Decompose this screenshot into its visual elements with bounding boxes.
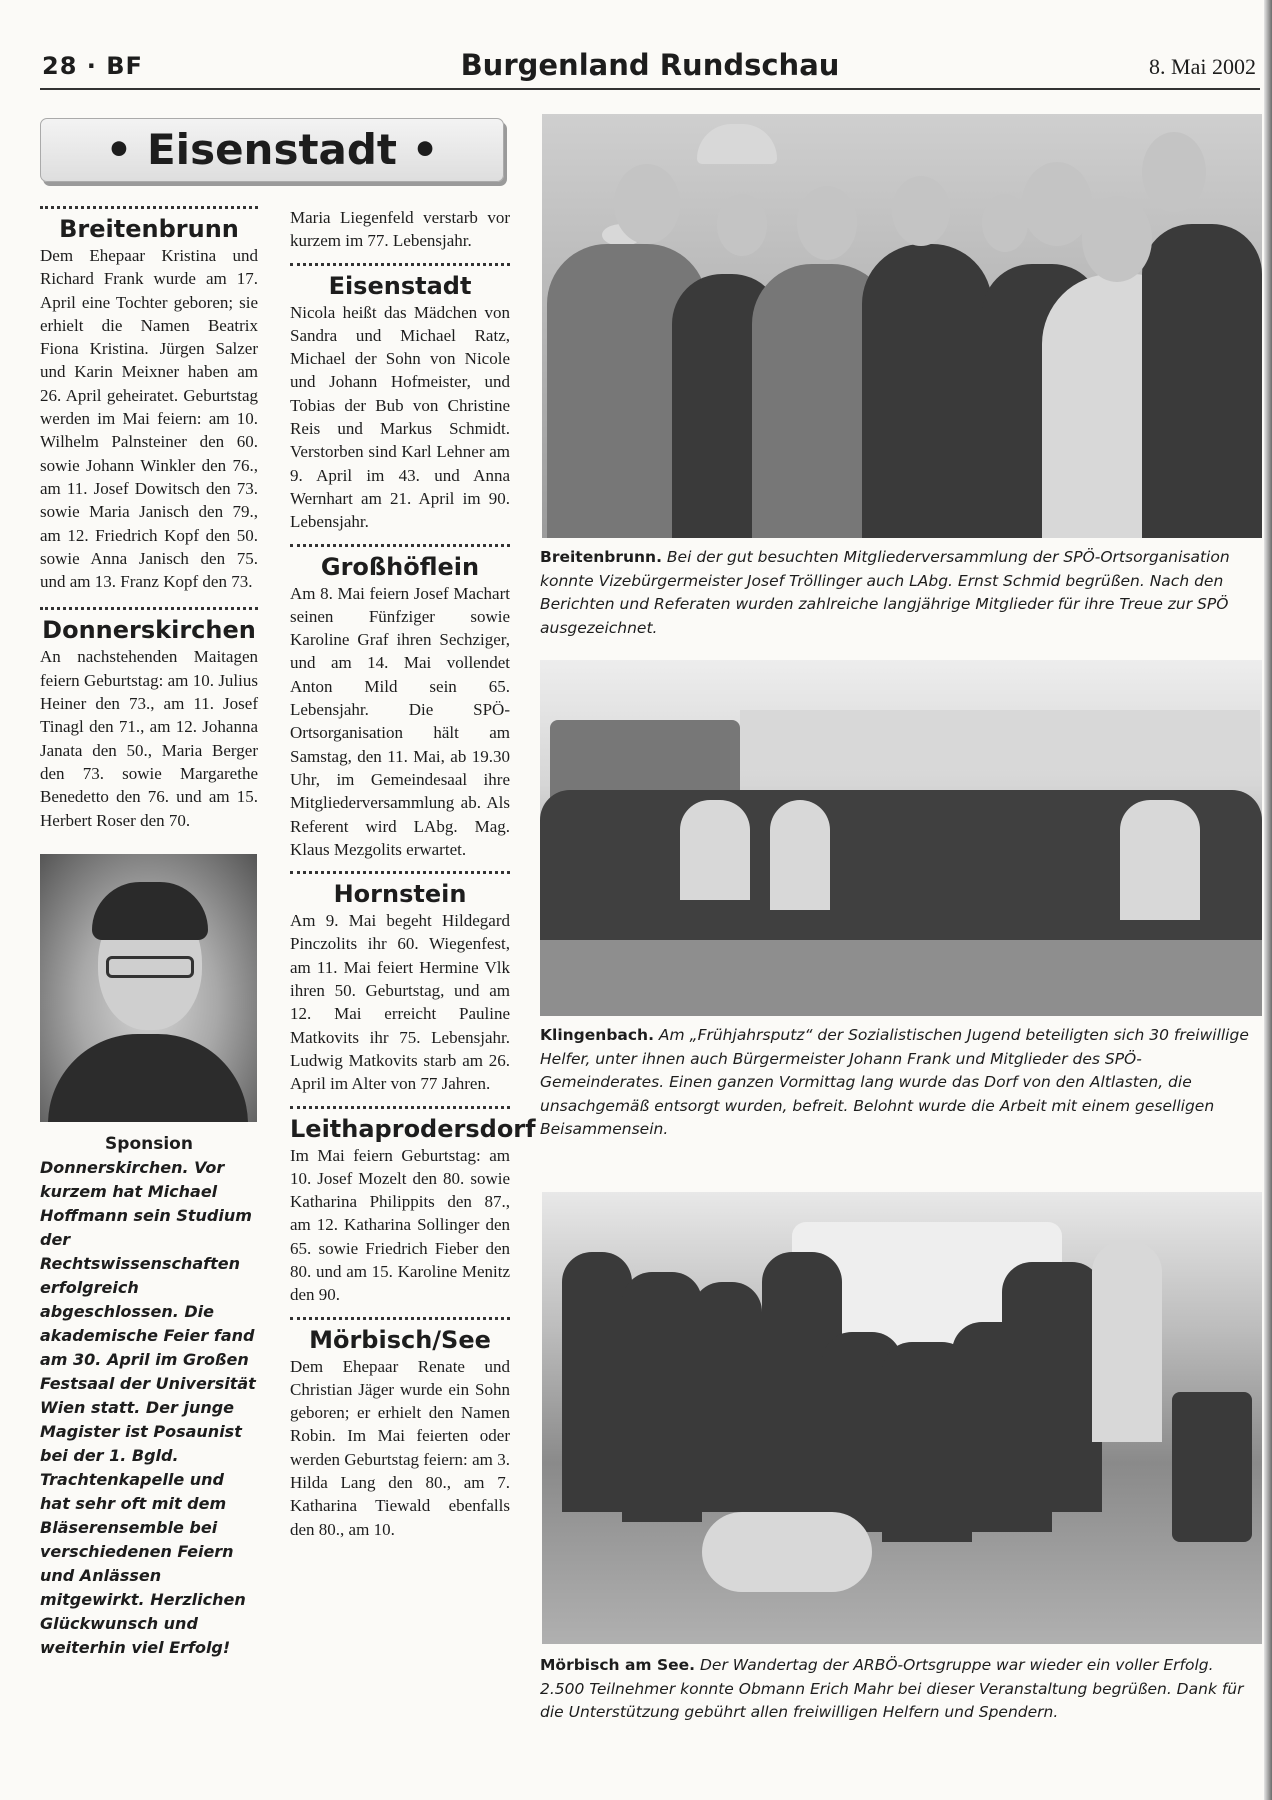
person xyxy=(680,800,750,900)
portrait-glasses xyxy=(106,956,194,978)
caption-klingenbach xyxy=(540,1024,1262,1142)
person xyxy=(1120,800,1200,920)
caption-place: Breitenbrunn. xyxy=(540,548,662,566)
person-head xyxy=(797,186,857,260)
column-lead-text: Maria Liegenfeld verstarb vor kurzem im 77. Lebensjahr. xyxy=(290,208,510,251)
sponsion-heading: Sponsion xyxy=(105,1133,193,1154)
article-body: Im Mai feiern Geburtstag: am 10. Josef Mozelt den 80. sowie Katharina Philippits den 87., am 12. Katharina Sollinger den 65. sowie Friedrich Fieber den 80. und am 15. Karoline Menitz den 90. xyxy=(290,1145,510,1305)
sponsion-body: Donnerskirchen. Vor kurzem hat Michael Hoffmann sein Studium der Rechtswissenschaften erfolgreich abgeschlossen. Die akademische Feier fand am 30. April im Großen Festsaal der Universität Wien statt. Der junge Magister ist Posaunist bei der 1. Bgld. Trachtenkapelle und hat sehr oft mit dem Bläserensemble bei verschiedenen Feiern und Anlässen mitgewirkt. Herzlichen Glückwunsch und weiterhin viel Erfolg! xyxy=(40,1157,256,1657)
building xyxy=(740,710,1260,770)
person-head xyxy=(1082,196,1152,282)
ground xyxy=(540,940,1262,1016)
photo-breitenbrunn xyxy=(542,114,1262,538)
article-heading: Leithaprodersdorf xyxy=(290,1106,510,1144)
person xyxy=(1002,1262,1102,1512)
photo-klingenbach xyxy=(540,660,1262,1016)
newspaper-title: Burgenland Rundschau xyxy=(460,48,840,82)
column-2 xyxy=(290,206,536,1545)
column-1 xyxy=(40,206,258,1660)
article-heading: Donnerskirchen xyxy=(40,607,258,645)
caption-moerbisch xyxy=(540,1654,1262,1725)
article-body: Dem Ehepaar Kristina und Richard Frank wurde am 17. April eine Tochter geboren; sie erhielt die Namen Beatrix Fiona Kristina. Jürgen Salzer und Karin Meixner haben am 26. April geheiratet. Geburtstag werden im Mai feiern: am 10. Wilhelm Palnsteiner den 60. sowie Johann Winkler den 76., am 11. Josef Dowitsch den 73. sowie Maria Janisch den 79., am 12. Friedrich Kopf den 50. sowie Anna Janisch den 75. und am 13. Franz Kopf den 73. xyxy=(40,246,258,592)
article-body: An nachstehenden Maitagen feiern Geburtstag: am 10. Julius Heiner den 73., am 11. Josef Tinagl den 71., am 12. Johanna Janata den 50., Maria Berger den 73. sowie Margarethe Benedetto den 76. und am 15. Herbert Roser den 70. xyxy=(40,647,258,830)
article-body: Dem Ehepaar Renate und Christian Jäger wurde ein Sohn geboren; er erhielt den Namen Robin. Im Mai feierten oder werden Geburtstag feiern: am 3. Hilda Lang den 80., am 7. Katharina Tiewald ebenfalls den 80., am 10. xyxy=(290,1356,510,1539)
person xyxy=(862,244,992,538)
person-head xyxy=(1142,132,1206,212)
article-hornstein xyxy=(290,871,510,1095)
page-number: 28 · BF xyxy=(42,52,143,80)
person xyxy=(692,1282,762,1512)
table xyxy=(1172,1392,1252,1542)
article-heading: Eisenstadt xyxy=(290,263,510,301)
portrait-shoulders xyxy=(48,1034,248,1122)
ceiling-lamp xyxy=(697,124,777,164)
portrait-photo xyxy=(40,854,257,1122)
caption-text: Der Wandertag der ARBÖ-Ortsgruppe war wieder ein voller Erfolg. 2.500 Teilnehmer konnte Obmann Erich Mahr bei dieser Veranstaltung begrüßen. Dank für die Unterstützung gebührt allen freiwilligen Helfern und Spendern. xyxy=(540,1656,1244,1721)
article-breitenbrunn xyxy=(40,206,258,593)
caption-place: Klingenbach. xyxy=(540,1026,654,1044)
article-body: Am 8. Mai feiern Josef Machart seinen Fünfziger sowie Karoline Graf ihren Sechziger, und am 14. Mai vollendet Anton Mild sein 65. Lebensjahr. Die SPÖ-Ortsorganisation hält am Samstag, den 11. Mai, ab 19.30 Uhr, im Gemeindesaal ihre Mitgliederversammlung ab. Als Referent wird LAbg. Mag. Klaus Mezgolits erwartet. xyxy=(290,583,510,859)
article-heading: Breitenbrunn xyxy=(40,206,258,244)
article-heading: Großhöflein xyxy=(290,544,510,582)
photo-moerbisch xyxy=(542,1192,1262,1644)
caption-place: Mörbisch am See. xyxy=(540,1656,696,1674)
caption-text: Am „Frühjahrsputz“ der Sozialistischen Jugend beteiligten sich 30 freiwillige Helfer, unter ihnen auch Bürgermeister Johann Frank und Mitglieder des SPÖ-Gemeinderates. Einen ganzen Vormittag lang wurde das Dorf von den Altlasten, die unsachgemäß entsorgt wurden, befreit. Belohnt wurde die Arbeit mit einem geselligen Beisammensein. xyxy=(540,1026,1249,1138)
article-leithaprodersdorf xyxy=(290,1106,536,1307)
article-heading: Hornstein xyxy=(290,871,510,909)
page-header xyxy=(40,44,1260,90)
person-head xyxy=(614,164,680,244)
article-heading: Mörbisch/See xyxy=(290,1317,510,1355)
issue-date: 8. Mai 2002 xyxy=(1149,54,1256,79)
person xyxy=(770,800,830,910)
page-edge xyxy=(1264,0,1272,1800)
article-body: Am 9. Mai begeht Hildegard Pinczolits ihr 60. Wiegenfest, am 11. Mai feiert Hermine Vlk ihren 50. Geburtstag, und am 12. Mai erreicht Pauline Matkovits ihr 75. Lebensjahr. Ludwig Matkovits starb am 26. April im Alter von 77 Jahren. xyxy=(290,911,510,1094)
person xyxy=(1142,224,1262,538)
person-lying xyxy=(702,1512,872,1592)
article-eisenstadt xyxy=(290,263,510,534)
portrait-hair xyxy=(92,882,208,940)
section-title: • Eisenstadt • xyxy=(40,118,504,182)
article-grosshoeflein xyxy=(290,544,510,862)
caption-breitenbrunn xyxy=(540,546,1262,640)
person xyxy=(622,1272,702,1522)
article-body: Nicola heißt das Mädchen von Sandra und Michael Ratz, Michael der Sohn von Nicole und Johann Hofmeister, und Tobias der Bub von Christine Reis und Markus Schmidt. Verstorben sind Karl Lehner am 9. April im 43. und Anna Wernhart am 21. April im 90. Lebensjahr. xyxy=(290,302,510,532)
person-head xyxy=(717,194,767,256)
caption-text: Bei der gut besuchten Mitgliederversammlung der SPÖ-Ortsorganisation konnte Vizebürgermeister Josef Tröllinger auch LAbg. Ernst Schmid begrüßen. Nach den Berichten und Referaten wurden zahlreiche langjährige Mitglieder für ihre Treue zur SPÖ ausgezeichnet. xyxy=(540,548,1230,637)
person-head xyxy=(892,176,950,246)
article-donnerskirchen xyxy=(40,607,258,831)
article-moerbisch xyxy=(290,1317,510,1541)
person xyxy=(1092,1242,1162,1442)
